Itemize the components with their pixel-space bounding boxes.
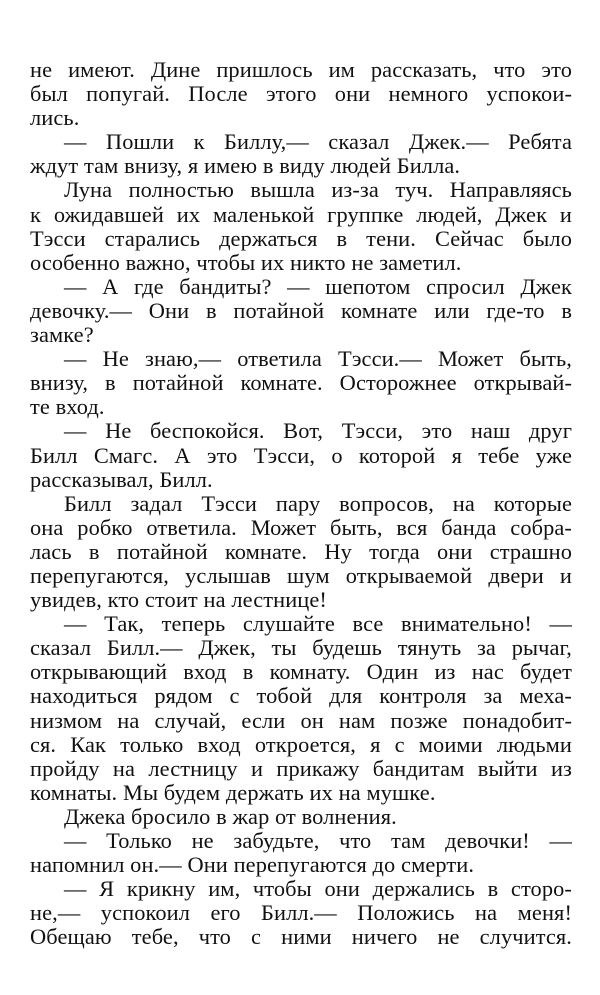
text-line: лись. xyxy=(30,105,80,131)
text-line: Луна полностью вышла из-за туч. Направляясь xyxy=(64,177,572,203)
text-line: — Пошли к Биллу,— сказал Джек.— Ребята xyxy=(64,129,572,155)
text-line: — Я крикну им, чтобы они держались в сторо- xyxy=(64,876,572,902)
text-line: был попугай. После этого они немного успокои- xyxy=(30,81,572,107)
text-line: перепугаются, услышав шум открываемой двери и xyxy=(30,562,572,588)
text-line: низмом на случай, если он нам позже понадобит- xyxy=(30,707,572,733)
text-line: — А где бандиты? — шепотом спросил Джек xyxy=(64,273,572,299)
text-line: Билл Смагс. А это Тэсси, о которой я тебе уже xyxy=(30,442,572,468)
text-line: внизу, в потайной комнате. Осторожнее открывай- xyxy=(30,370,572,396)
text-line: она робко ответила. Может быть, вся банда собра- xyxy=(30,514,572,540)
text-line: ся. Как только вход откроется, я с моими людьми xyxy=(30,731,572,757)
text-line: замке? xyxy=(30,322,94,348)
text-line: рассказывал, Билл. xyxy=(30,466,213,492)
text-line: не имеют. Дине пришлось им рассказать, что это xyxy=(30,57,572,82)
text-line: — Так, теперь слушайте все внимательно! — xyxy=(64,611,572,637)
book-page-text xyxy=(30,58,572,949)
text-line: сказал Билл.— Джек, ты будешь тянуть за рычаг, xyxy=(30,635,572,661)
text-line: — Только не забудьте, что там девочки! — xyxy=(64,828,572,853)
text-line: увидев, кто стоит на лестнице! xyxy=(30,587,327,613)
text-line: девочку.— Они в потайной комнате или где-то в xyxy=(30,297,572,323)
text-line: пройду на лестницу и прикажу бандитам выйти из xyxy=(30,755,572,781)
text-line: к ожидавшей их маленькой группке людей, Джек и xyxy=(30,201,572,227)
text-line: не,— успокоил его Билл.— Положись на меня! xyxy=(30,900,572,926)
text-line: Тэсси старались держаться в тени. Сейчас было xyxy=(30,225,572,251)
text-line: Обещаю тебе, что с ними ничего не случится. xyxy=(30,924,572,950)
text-line: Билл задал Тэсси пару вопросов, на которые xyxy=(64,490,572,516)
text-line: особенно важно, чтобы их никто не заметил. xyxy=(30,249,462,275)
text-line: открывающий вход в комнату. Один из нас будет xyxy=(30,659,572,685)
text-line: — Не знаю,— ответила Тэсси.— Может быть, xyxy=(64,346,572,372)
text-line: комнаты. Мы будем держать их на мушке. xyxy=(30,779,436,805)
text-line: — Не беспокойся. Вот, Тэсси, это наш друг xyxy=(64,418,572,444)
text-line: находиться рядом с тобой для контроля за меха- xyxy=(30,683,572,709)
text-line: ждут там внизу, я имею в виду людей Билла. xyxy=(30,153,461,179)
text-line: те вход. xyxy=(30,394,105,420)
text-line: напомнил он.— Они перепугаются до смерти. xyxy=(30,852,475,878)
text-line: Джека бросило в жар от волнения. xyxy=(64,803,397,829)
text-line: лась в потайной комнате. Ну тогда они страшно xyxy=(30,538,572,564)
